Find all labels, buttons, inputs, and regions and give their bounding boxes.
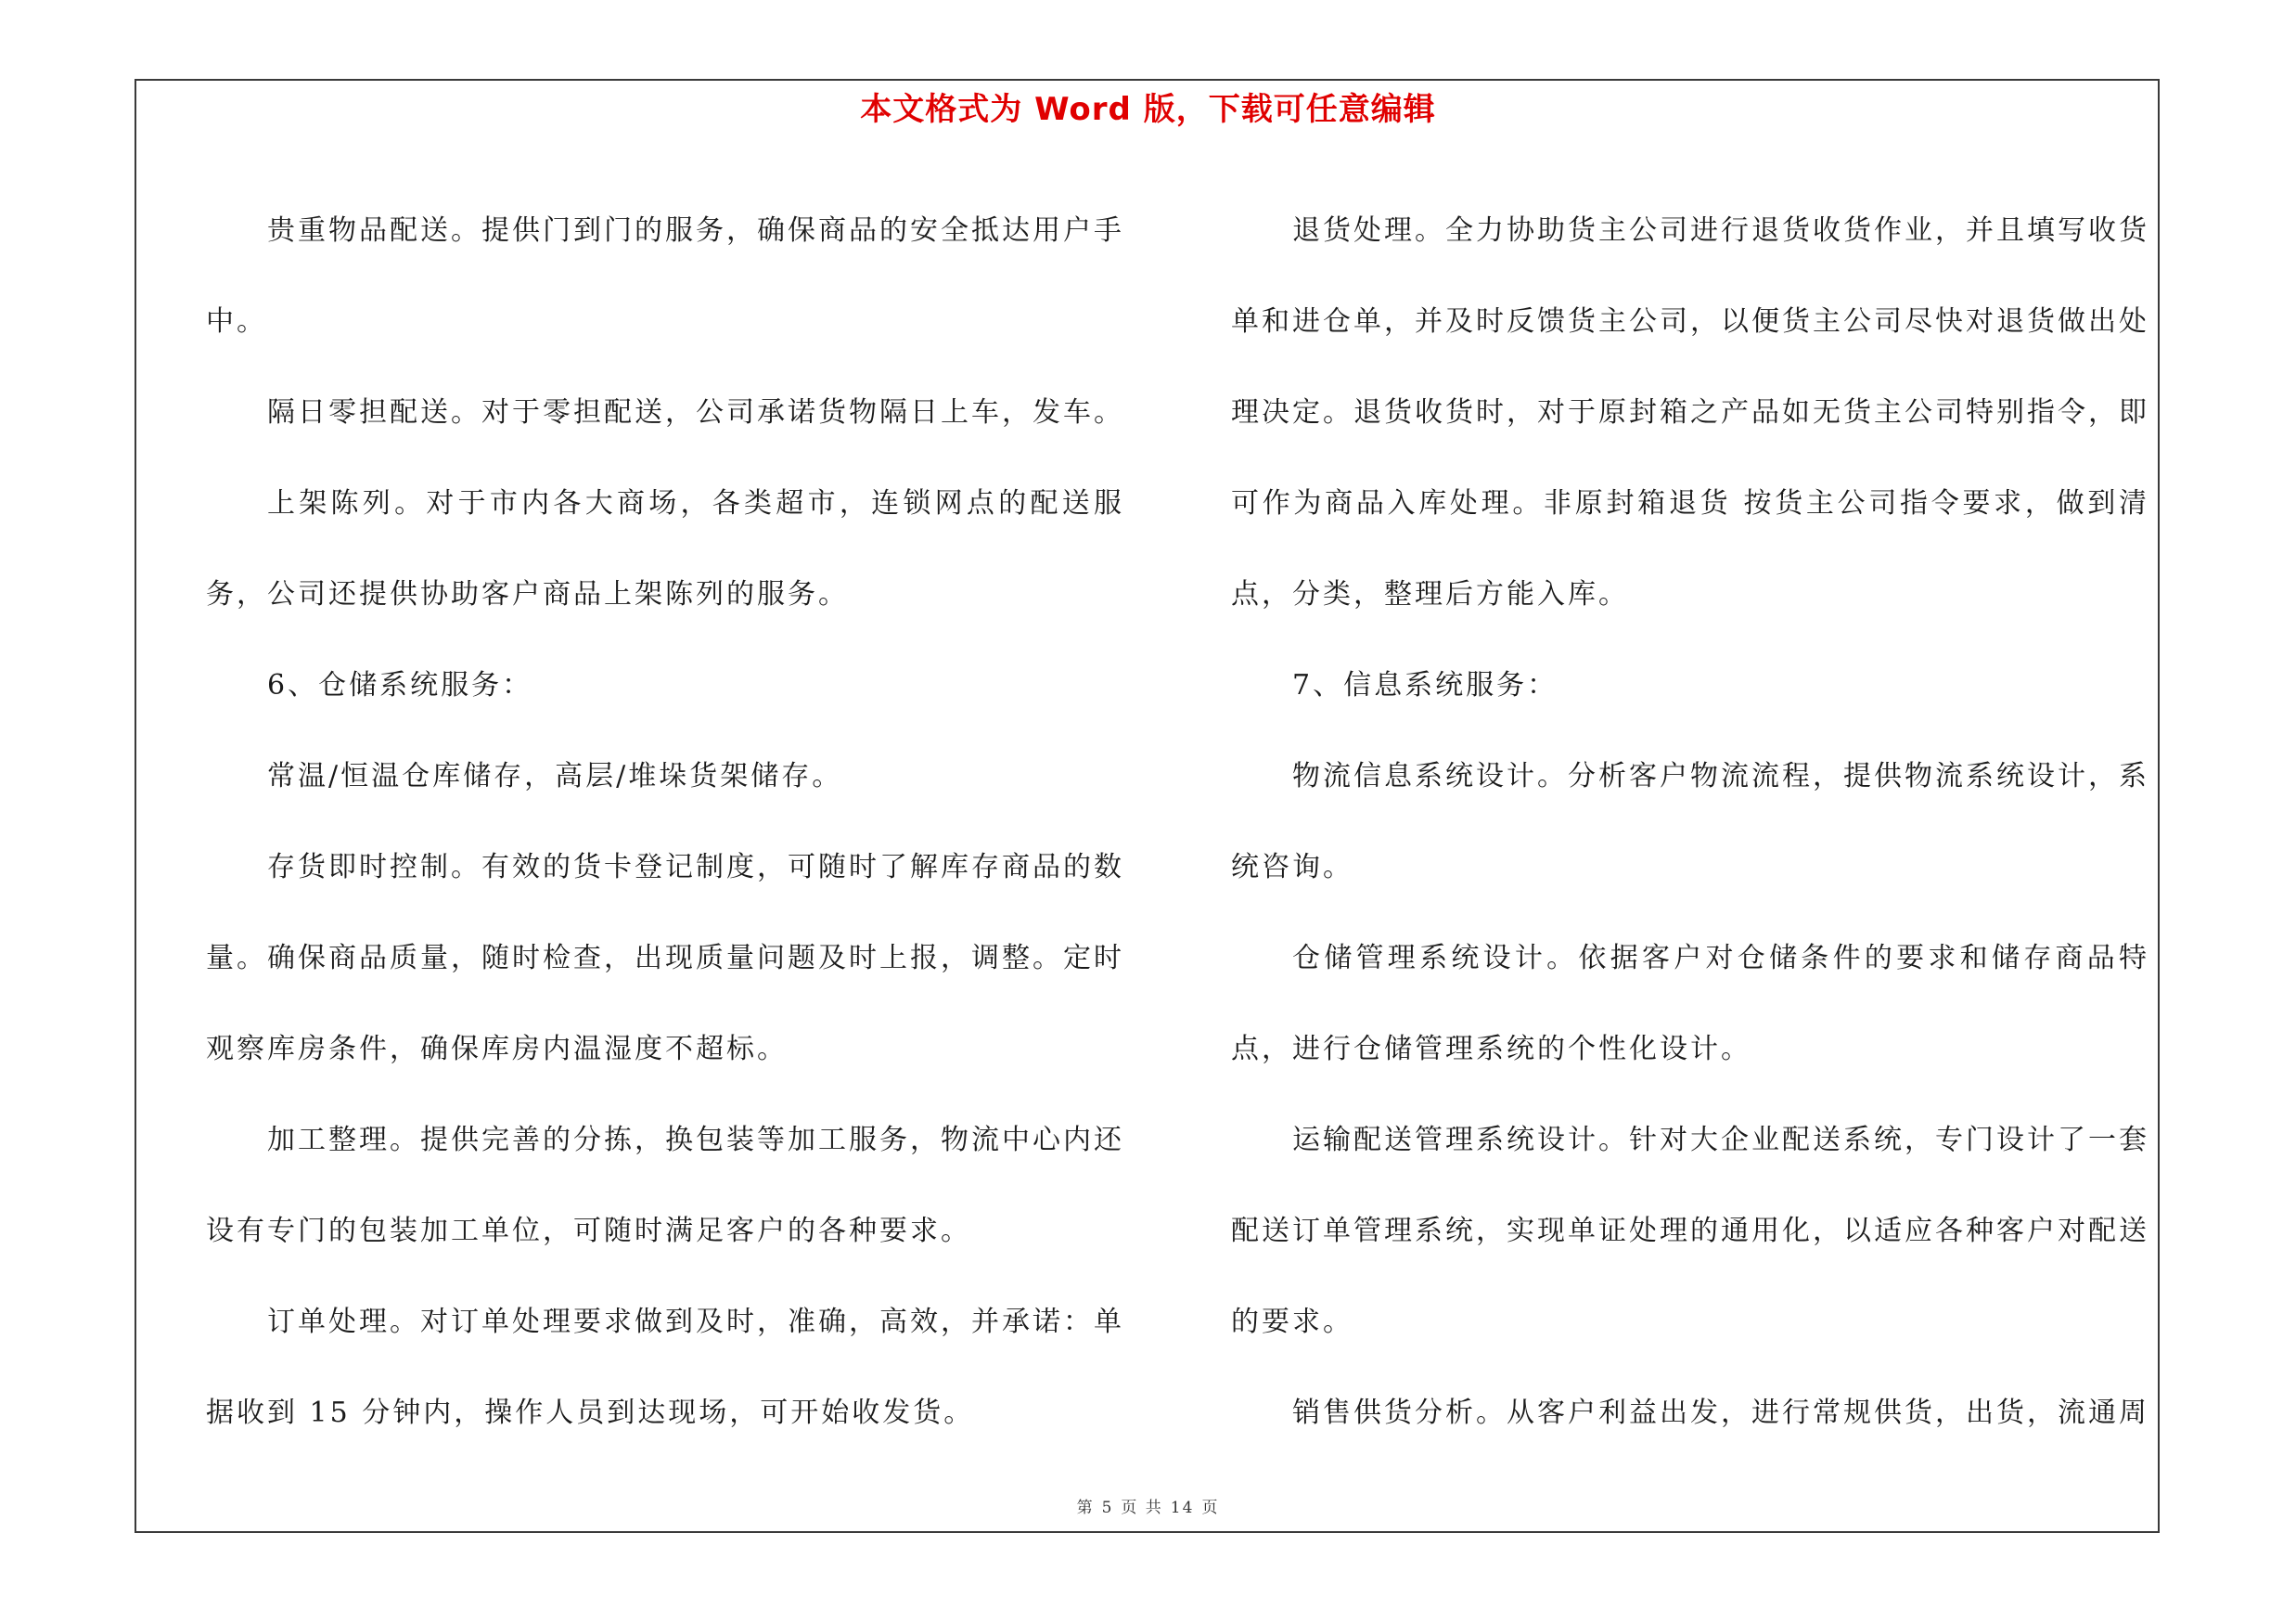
paragraph-next-day-ltl-delivery: 隔日零担配送。对于零担配送，公司承诺货物隔日上车，发车。 [267, 396, 1124, 429]
left-column [206, 186, 1124, 1459]
current-page-number: 5 [1101, 1499, 1114, 1517]
paragraph-logistics-info-system: 物流信息系统设计。分析客户物流流程，提供物流系统设计，系统咨询。 [1231, 760, 2149, 883]
heading-warehouse-services: 6、仓储系统服务： [267, 669, 533, 702]
page-number-footer [0, 1494, 2296, 1517]
paragraph-inventory-control: 存货即时控制。有效的货卡登记制度，可随时了解库存商品的数量。确保商品质量，随时检查，出现质量问题及时上报，调整。定时观察库房条件，确保库房内温湿度不超标。 [206, 851, 1124, 1065]
paragraph-processing: 加工整理。提供完善的分拣，换包装等加工服务，物流中心内还设有专门的包装加工单位，可随时满足客户的各种要求。 [206, 1124, 1124, 1247]
paragraph-storage-types: 常温/恒温仓库储存，高层/堆垛货架储存。 [267, 760, 843, 792]
footer-label-middle: 页 共 [1121, 1499, 1163, 1517]
paragraph-valuable-goods-delivery: 贵重物品配送。提供门到门的服务，确保商品的安全抵达用户手中。 [206, 214, 1124, 338]
paragraph-returns-processing: 退货处理。全力协助货主公司进行退货收货作业，并且填写收货单和进仓单，并及时反馈货主公司，以便货主公司尽快对退货做出处理决定。退货收货时，对于原封箱之产品如无货主公司特别指令，即可作为商品入库处理。非原封箱退货 按货主公司指令要求，做到清点，分类，整理后方能入库。 [1231, 214, 2149, 611]
total-page-count: 14 [1170, 1499, 1195, 1517]
paragraph-order-processing: 订单处理。对订单处理要求做到及时，准确，高效，并承诺：单据收到 15 分钟内，操作人员到达现场，可开始收发货。 [206, 1306, 1124, 1429]
paragraph-warehouse-mgmt-system: 仓储管理系统设计。依据客户对仓储条件的要求和储存商品特点，进行仓储管理系统的个性化设计。 [1231, 942, 2149, 1065]
heading-information-services: 7、信息系统服务： [1292, 669, 1558, 702]
editable-notice-banner: 本文格式为 Word 版，下载可任意编辑 [860, 91, 1436, 128]
paragraph-transport-mgmt-system: 运输配送管理系统设计。针对大企业配送系统，专门设计了一套配送订单管理系统，实现单证处理的通用化，以适应各种客户对配送的要求。 [1231, 1124, 2149, 1338]
footer-label-after: 页 [1201, 1499, 1220, 1517]
right-column [1231, 186, 2149, 1459]
paragraph-sales-supply-analysis: 销售供货分析。从客户利益出发，进行常规供货，出货，流通周 [1292, 1397, 2149, 1429]
paragraph-shelf-display: 上架陈列。对于市内各大商场，各类超市，连锁网点的配送服务，公司还提供协助客户商品上架陈列的服务。 [206, 487, 1124, 611]
footer-label-before: 第 [1076, 1499, 1095, 1517]
